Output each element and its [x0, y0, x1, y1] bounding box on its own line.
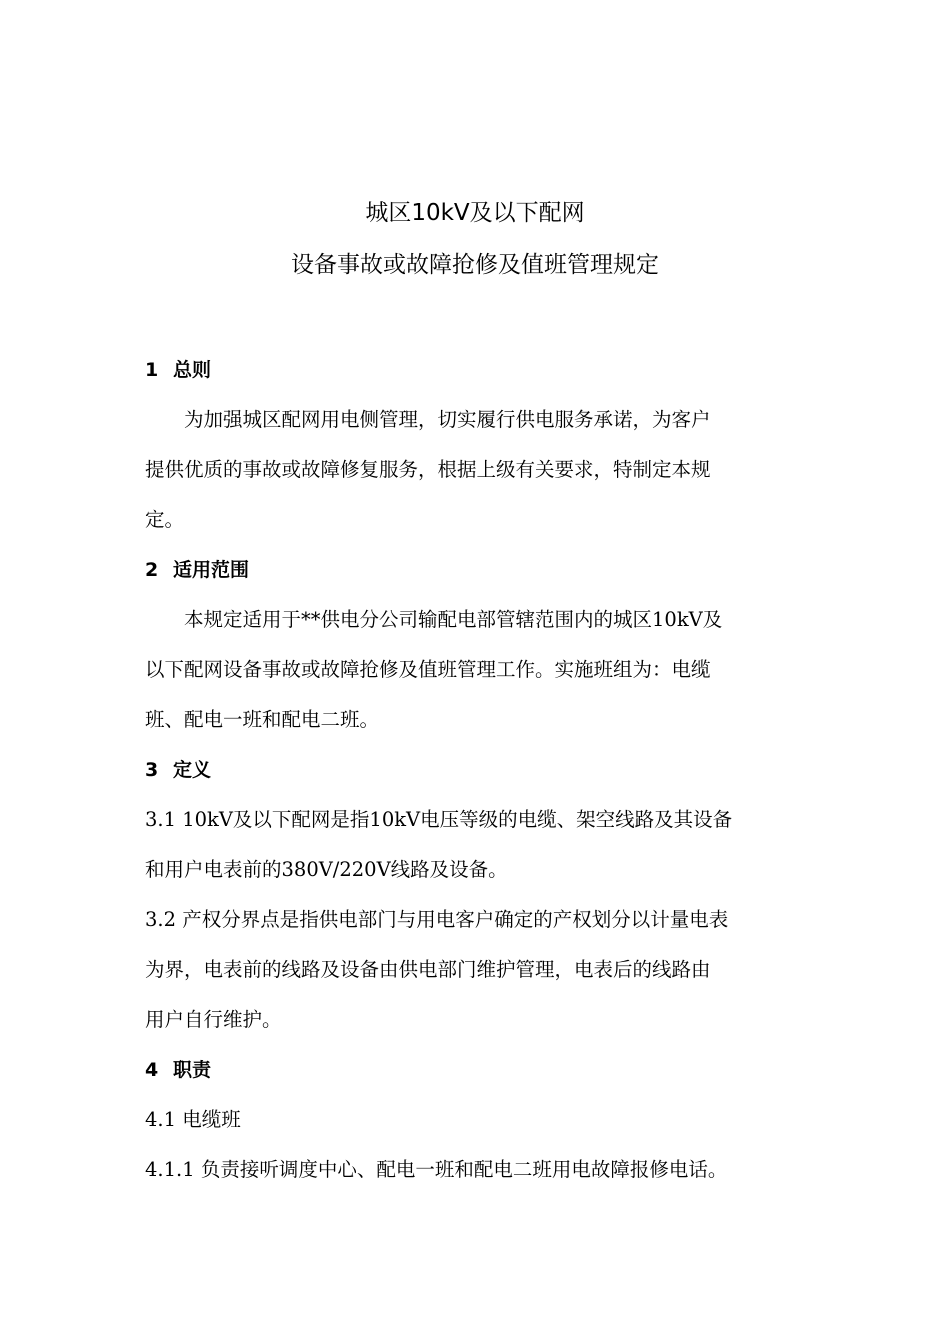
paragraph-line: 本规定适用于**供电分公司输配电部管辖范围内的城区10kV及 — [184, 608, 723, 631]
section-number: 1 — [145, 359, 159, 381]
section-title: 职责 — [173, 1059, 212, 1081]
document-body — [145, 345, 807, 1195]
section-number: 3 — [145, 759, 159, 781]
section-heading-definitions — [145, 745, 807, 795]
paragraph-line: 为加强城区配网用电侧管理，切实履行供电服务承诺，为客户 — [184, 408, 711, 431]
section-title: 总则 — [173, 359, 212, 381]
paragraph-line: 4.1.1 负责接听调度中心、配电一班和配电二班用电故障报修电话。 — [145, 1158, 728, 1181]
paragraph-line: 提供优质的事故或故障修复服务，根据上级有关要求，特制定本规 — [145, 458, 711, 481]
paragraph-line: 和用户电表前的380V/220V线路及设备。 — [145, 858, 508, 881]
section-heading-general — [145, 345, 807, 395]
paragraph-line: 3.2 产权分界点是指供电部门与用电客户确定的产权划分以计量电表 — [145, 908, 729, 931]
section-paragraph — [145, 595, 807, 745]
section-paragraph — [145, 395, 807, 545]
section-title: 适用范围 — [173, 559, 250, 581]
paragraph-line: 班、配电一班和配电二班。 — [145, 708, 380, 731]
subsection — [145, 1095, 807, 1195]
section-number: 2 — [145, 559, 159, 581]
section-heading-scope — [145, 545, 807, 595]
definition-item — [145, 795, 807, 895]
section-number: 4 — [145, 1059, 159, 1081]
paragraph-line: 定。 — [145, 508, 185, 531]
section-heading-responsibilities — [145, 1045, 807, 1095]
document-title-line-1: 城区10kV及以下配网 — [365, 200, 585, 226]
document-title-line-2: 设备事故或故障抢修及值班管理规定 — [291, 252, 659, 278]
paragraph-line: 以下配网设备事故或故障抢修及值班管理工作。实施班组为：电缆 — [145, 658, 711, 681]
section-title: 定义 — [173, 759, 212, 781]
paragraph-line: 用户自行维护。 — [145, 1008, 282, 1031]
paragraph-line: 为界，电表前的线路及设备由供电部门维护管理，电表后的线路由 — [145, 958, 711, 981]
paragraph-line: 3.1 10kV及以下配网是指10kV电压等级的电缆、架空线路及其设备 — [145, 808, 733, 831]
subsection-title: 4.1 电缆班 — [145, 1108, 241, 1131]
definition-item — [145, 895, 807, 1045]
